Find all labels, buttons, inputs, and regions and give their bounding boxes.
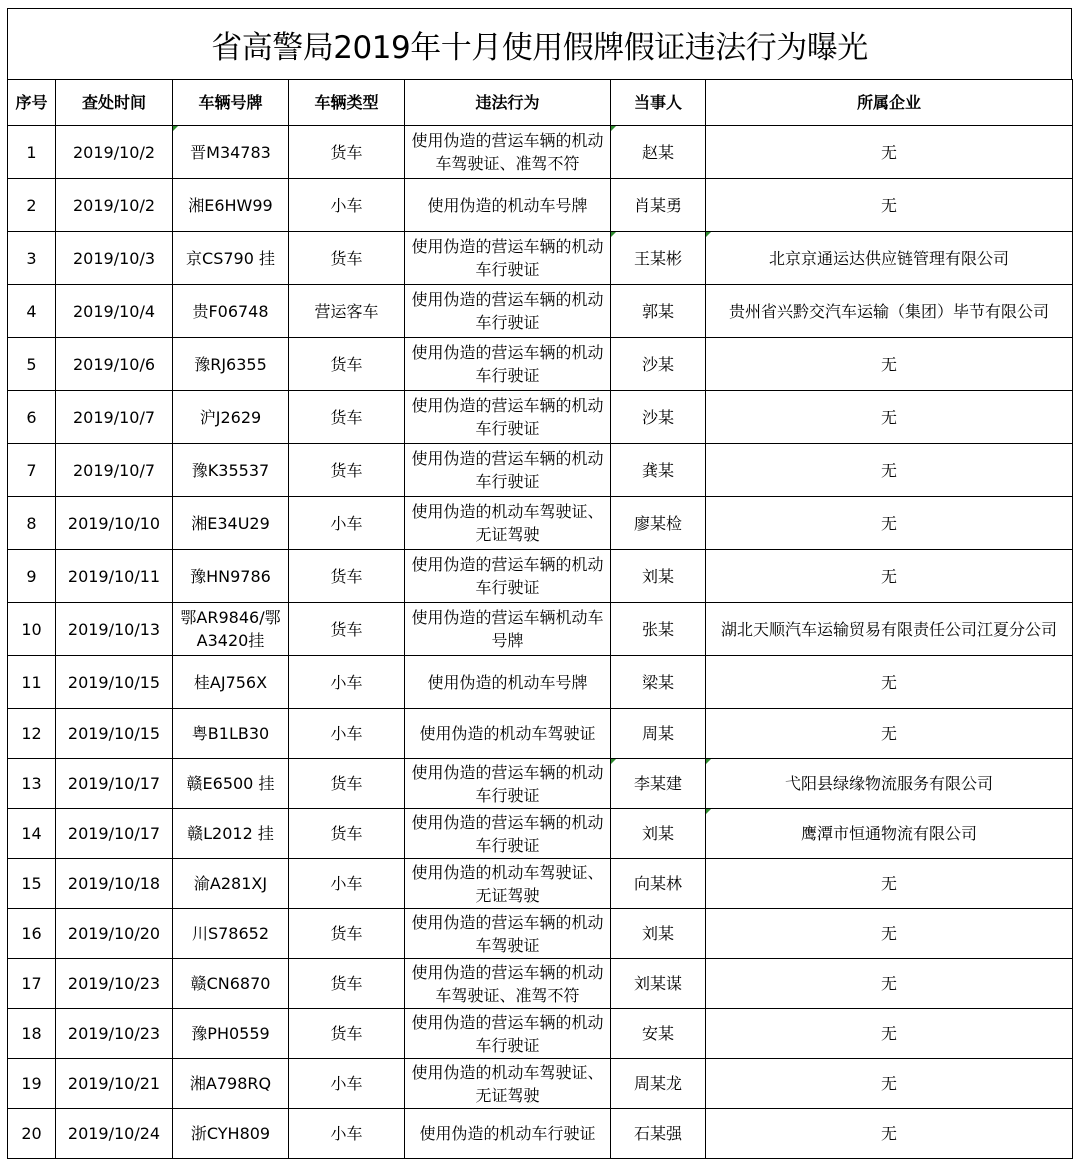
cell-no: 9 [8,550,56,603]
table-row [8,338,1073,391]
cell-person: 梁某 [611,656,706,709]
table-header-row [8,80,1073,126]
cell-company: 贵州省兴黔交汽车运输（集团）毕节有限公司 [706,285,1073,338]
cell-vehicle-type: 小车 [289,179,405,232]
cell-date: 2019/10/7 [56,444,173,497]
cell-person: 廖某检 [611,497,706,550]
cell-vehicle-type: 货车 [289,126,405,179]
cell-no: 17 [8,959,56,1009]
cell-date: 2019/10/10 [56,497,173,550]
table-row [8,497,1073,550]
cell-person: 刘某谋 [611,959,706,1009]
table-row [8,179,1073,232]
cell-plate: 湘A798RQ [173,1059,289,1109]
cell-vehicle-type: 货车 [289,603,405,656]
cell-date: 2019/10/13 [56,603,173,656]
cell-violation: 使用伪造的机动车号牌 [405,656,611,709]
cell-person: 刘某 [611,909,706,959]
cell-person: 安某 [611,1009,706,1059]
cell-plate: 京CS790 挂 [173,232,289,285]
violation-table-sheet [7,8,1072,1159]
cell-no: 7 [8,444,56,497]
cell-plate: 豫K35537 [173,444,289,497]
table-row [8,285,1073,338]
cell-violation: 使用伪造的营运车辆的机动车行驶证 [405,232,611,285]
cell-plate: 鄂AR9846/鄂A3420挂 [173,603,289,656]
cell-date: 2019/10/21 [56,1059,173,1109]
cell-person: 王某彬 [611,232,706,285]
table-row [8,656,1073,709]
cell-vehicle-type: 货车 [289,809,405,859]
cell-company: 无 [706,179,1073,232]
cell-vehicle-type: 营运客车 [289,285,405,338]
cell-date: 2019/10/3 [56,232,173,285]
cell-date: 2019/10/15 [56,709,173,759]
cell-person: 郭某 [611,285,706,338]
cell-vehicle-type: 货车 [289,391,405,444]
cell-plate: 粤B1LB30 [173,709,289,759]
cell-vehicle-type: 货车 [289,232,405,285]
cell-person: 周某 [611,709,706,759]
cell-vehicle-type: 小车 [289,859,405,909]
table-row [8,444,1073,497]
cell-vehicle-type: 货车 [289,959,405,1009]
cell-violation: 使用伪造的营运车辆的机动车行驶证 [405,338,611,391]
table-row [8,1109,1073,1159]
cell-date: 2019/10/11 [56,550,173,603]
cell-company: 无 [706,656,1073,709]
cell-plate: 豫HN9786 [173,550,289,603]
cell-plate: 赣CN6870 [173,959,289,1009]
cell-company: 鹰潭市恒通物流有限公司 [706,809,1073,859]
cell-violation: 使用伪造的营运车辆的机动车驾驶证 [405,909,611,959]
cell-vehicle-type: 小车 [289,656,405,709]
cell-person: 赵某 [611,126,706,179]
cell-plate: 贵F06748 [173,285,289,338]
cell-violation: 使用伪造的营运车辆的机动车行驶证 [405,1009,611,1059]
cell-vehicle-type: 货车 [289,338,405,391]
cell-no: 18 [8,1009,56,1059]
cell-date: 2019/10/4 [56,285,173,338]
cell-no: 1 [8,126,56,179]
cell-plate: 赣L2012 挂 [173,809,289,859]
header-company: 所属企业 [706,80,1073,126]
cell-plate: 晋M34783 [173,126,289,179]
cell-no: 4 [8,285,56,338]
cell-date: 2019/10/23 [56,1009,173,1059]
cell-plate: 桂AJ756X [173,656,289,709]
cell-violation: 使用伪造的营运车辆的机动车行驶证 [405,759,611,809]
cell-vehicle-type: 货车 [289,444,405,497]
cell-company: 无 [706,550,1073,603]
cell-no: 3 [8,232,56,285]
cell-no: 19 [8,1059,56,1109]
cell-company: 无 [706,1109,1073,1159]
cell-plate: 赣E6500 挂 [173,759,289,809]
cell-violation: 使用伪造的营运车辆的机动车行驶证 [405,391,611,444]
page-title: 省高警局2019年十月使用假牌假证违法行为曝光 [7,8,1072,79]
cell-no: 6 [8,391,56,444]
cell-vehicle-type: 货车 [289,759,405,809]
cell-person: 石某强 [611,1109,706,1159]
cell-no: 15 [8,859,56,909]
cell-company: 北京京通运达供应链管理有限公司 [706,232,1073,285]
header-date: 查处时间 [56,80,173,126]
cell-date: 2019/10/6 [56,338,173,391]
cell-vehicle-type: 货车 [289,909,405,959]
cell-plate: 豫RJ6355 [173,338,289,391]
cell-violation: 使用伪造的营运车辆的机动车行驶证 [405,285,611,338]
cell-no: 2 [8,179,56,232]
cell-violation: 使用伪造的营运车辆的机动车行驶证 [405,444,611,497]
cell-plate: 浙CYH809 [173,1109,289,1159]
table-row [8,959,1073,1009]
cell-vehicle-type: 小车 [289,1109,405,1159]
cell-date: 2019/10/20 [56,909,173,959]
cell-vehicle-type: 小车 [289,1059,405,1109]
cell-person: 肖某勇 [611,179,706,232]
cell-person: 李某建 [611,759,706,809]
cell-no: 5 [8,338,56,391]
table-row [8,709,1073,759]
cell-plate: 渝A281XJ [173,859,289,909]
table-row [8,759,1073,809]
table-row [8,391,1073,444]
cell-plate: 沪J2629 [173,391,289,444]
cell-person: 龚某 [611,444,706,497]
cell-violation: 使用伪造的营运车辆机动车号牌 [405,603,611,656]
cell-company: 无 [706,859,1073,909]
cell-company: 无 [706,909,1073,959]
violation-table [7,79,1073,1159]
header-no: 序号 [8,80,56,126]
cell-no: 8 [8,497,56,550]
cell-violation: 使用伪造的机动车驾驶证 [405,709,611,759]
cell-person: 沙某 [611,338,706,391]
table-row [8,809,1073,859]
cell-plate: 湘E6HW99 [173,179,289,232]
table-row [8,1059,1073,1109]
cell-violation: 使用伪造的机动车行驶证 [405,1109,611,1159]
cell-person: 沙某 [611,391,706,444]
cell-date: 2019/10/2 [56,126,173,179]
cell-no: 12 [8,709,56,759]
table-row [8,603,1073,656]
cell-date: 2019/10/17 [56,809,173,859]
cell-date: 2019/10/15 [56,656,173,709]
cell-plate: 川S78652 [173,909,289,959]
cell-person: 向某林 [611,859,706,909]
cell-no: 13 [8,759,56,809]
cell-company: 无 [706,959,1073,1009]
header-person: 当事人 [611,80,706,126]
cell-company: 无 [706,391,1073,444]
cell-company: 无 [706,338,1073,391]
table-row [8,126,1073,179]
cell-violation: 使用伪造的机动车驾驶证、无证驾驶 [405,1059,611,1109]
cell-date: 2019/10/23 [56,959,173,1009]
table-row [8,550,1073,603]
table-row [8,909,1073,959]
cell-no: 10 [8,603,56,656]
cell-person: 刘某 [611,550,706,603]
cell-violation: 使用伪造的机动车驾驶证、无证驾驶 [405,859,611,909]
header-violation: 违法行为 [405,80,611,126]
cell-no: 14 [8,809,56,859]
cell-violation: 使用伪造的营运车辆的机动车行驶证 [405,550,611,603]
cell-plate: 湘E34U29 [173,497,289,550]
cell-date: 2019/10/17 [56,759,173,809]
cell-violation: 使用伪造的营运车辆的机动车驾驶证、准驾不符 [405,959,611,1009]
cell-vehicle-type: 货车 [289,550,405,603]
header-vehicle-type: 车辆类型 [289,80,405,126]
cell-company: 无 [706,126,1073,179]
cell-no: 20 [8,1109,56,1159]
cell-vehicle-type: 货车 [289,1009,405,1059]
cell-company: 无 [706,1009,1073,1059]
cell-vehicle-type: 小车 [289,709,405,759]
table-row [8,859,1073,909]
cell-violation: 使用伪造的营运车辆的机动车驾驶证、准驾不符 [405,126,611,179]
cell-violation: 使用伪造的机动车号牌 [405,179,611,232]
cell-no: 11 [8,656,56,709]
header-plate: 车辆号牌 [173,80,289,126]
cell-plate: 豫PH0559 [173,1009,289,1059]
cell-person: 周某龙 [611,1059,706,1109]
cell-violation: 使用伪造的机动车驾驶证、无证驾驶 [405,497,611,550]
cell-no: 16 [8,909,56,959]
cell-company: 弋阳县绿缘物流服务有限公司 [706,759,1073,809]
cell-date: 2019/10/18 [56,859,173,909]
cell-person: 刘某 [611,809,706,859]
cell-person: 张某 [611,603,706,656]
cell-company: 无 [706,497,1073,550]
cell-company: 无 [706,444,1073,497]
cell-date: 2019/10/2 [56,179,173,232]
cell-company: 无 [706,709,1073,759]
table-row [8,232,1073,285]
cell-company: 无 [706,1059,1073,1109]
cell-date: 2019/10/24 [56,1109,173,1159]
cell-date: 2019/10/7 [56,391,173,444]
cell-vehicle-type: 小车 [289,497,405,550]
cell-violation: 使用伪造的营运车辆的机动车行驶证 [405,809,611,859]
cell-company: 湖北天顺汽车运输贸易有限责任公司江夏分公司 [706,603,1073,656]
table-row [8,1009,1073,1059]
